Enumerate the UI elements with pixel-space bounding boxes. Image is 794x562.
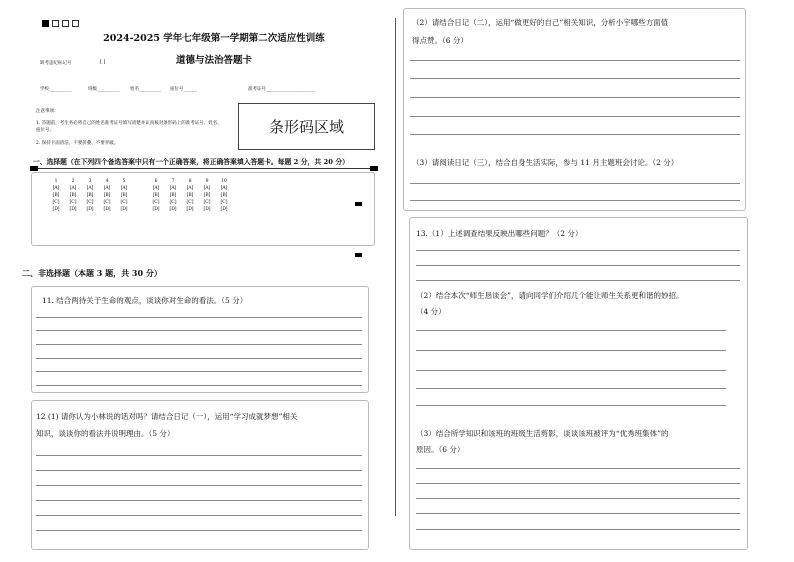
option-bubble[interactable]: [D] [120, 207, 128, 212]
option-bubble[interactable]: [D] [203, 207, 211, 212]
answer-line[interactable] [36, 344, 362, 345]
option-bubble[interactable]: [A] [86, 186, 94, 191]
mark-box [52, 20, 59, 27]
divider [38, 168, 371, 169]
choice-column [67, 178, 79, 213]
q12c-text: （3）请阅读日记（三），结合自身生活实际，参与 11 月主题班会讨论。（2 分） [412, 158, 679, 167]
answer-line[interactable] [36, 530, 362, 531]
answer-line[interactable] [36, 317, 362, 318]
option-bubble[interactable]: [D] [169, 207, 177, 212]
ticket-field[interactable]: 准考证号______________________ [248, 87, 316, 92]
option-bubble[interactable]: [B] [120, 193, 128, 198]
corner-marks [42, 12, 82, 31]
choice-column [167, 178, 179, 213]
question-number: 1 [54, 179, 58, 184]
answer-line[interactable] [410, 134, 740, 135]
question-number: 8 [188, 179, 192, 184]
question-number: 3 [88, 179, 92, 184]
q13-text3b: 原因。（6 分） [416, 445, 465, 454]
school-field[interactable]: 学校__________ [40, 87, 72, 92]
choice-column [184, 178, 196, 213]
answer-line[interactable] [416, 405, 726, 406]
option-bubble[interactable]: [A] [169, 186, 177, 191]
option-bubble[interactable]: [C] [169, 200, 177, 205]
answer-line[interactable] [416, 370, 726, 371]
question-number: 9 [205, 179, 209, 184]
option-bubble[interactable]: [B] [203, 193, 211, 198]
answer-line[interactable] [410, 116, 740, 117]
option-bubble[interactable]: [B] [52, 193, 60, 198]
q13-text1: 13.（1）上述调查结果反映出哪些问题？（2 分） [416, 229, 583, 238]
timing-mark [355, 253, 362, 257]
answer-line[interactable] [416, 330, 726, 331]
option-bubble[interactable]: [B] [169, 193, 177, 198]
option-bubble[interactable]: [C] [220, 200, 228, 205]
option-bubble[interactable]: [D] [103, 207, 111, 212]
answer-line[interactable] [416, 388, 726, 389]
option-bubble[interactable]: [A] [220, 186, 228, 191]
barcode-area [238, 103, 375, 150]
timing-mark [355, 202, 362, 206]
option-bubble[interactable]: [C] [120, 200, 128, 205]
answer-line[interactable] [36, 515, 362, 516]
answer-line[interactable] [416, 250, 740, 251]
q13-box [409, 217, 748, 550]
option-bubble[interactable]: [A] [186, 186, 194, 191]
question-number: 7 [171, 179, 175, 184]
section1-title: 一、选择题（在下列四个备选答案中只有一个正确答案，将正确答案填入答题卡。每题 2 分，共 20 分） [33, 158, 349, 166]
option-bubble[interactable]: [D] [52, 207, 60, 212]
answer-line[interactable] [410, 60, 740, 61]
q12b-text2: 得点赞。（6 分） [412, 36, 468, 45]
exam-code-label: 缺考违纪标记号 [40, 61, 72, 66]
option-bubble[interactable]: [C] [186, 200, 194, 205]
answer-line[interactable] [36, 500, 362, 501]
answer-line[interactable] [36, 470, 362, 471]
option-bubble[interactable]: [C] [69, 200, 77, 205]
choice-column [118, 178, 130, 213]
option-bubble[interactable]: [C] [52, 200, 60, 205]
option-bubble[interactable]: [D] [220, 207, 228, 212]
notes-item: 1. 答题前，考生务必将自己的姓名准考证号填写清楚并认真核对条形码上的准考证号、姓名、座位号。 [36, 121, 222, 133]
mark-box [62, 20, 69, 27]
option-bubble[interactable]: [C] [103, 200, 111, 205]
question-number: 6 [154, 179, 158, 184]
option-bubble[interactable]: [D] [152, 207, 160, 212]
option-bubble[interactable]: [B] [86, 193, 94, 198]
name-field[interactable]: 姓名__________ [130, 87, 162, 92]
page-title: 2024-2025 学年七年级第一学期第二次适应性训练 [103, 33, 325, 44]
choice-column [150, 178, 162, 213]
column-divider [395, 18, 396, 516]
option-bubble[interactable]: [A] [120, 186, 128, 191]
question-number: 10 [221, 179, 227, 184]
option-bubble[interactable]: [B] [186, 193, 194, 198]
question-number: 5 [122, 179, 126, 184]
answer-line[interactable] [36, 385, 362, 386]
timing-mark [370, 166, 378, 171]
option-bubble[interactable]: [C] [203, 200, 211, 205]
barcode-label: 条形码区域 [268, 118, 344, 136]
choice-column [218, 178, 230, 213]
section2-title: 二、非选择题（本题 3 题，共 30 分） [22, 268, 162, 278]
option-bubble[interactable]: [B] [69, 193, 77, 198]
answer-line[interactable] [36, 455, 362, 456]
choice-column [50, 178, 62, 213]
class-field[interactable]: 班级__________ [88, 87, 120, 92]
answer-line[interactable] [36, 358, 362, 359]
q12-text1: 12 (1) 请你认为小林说的话对吗？请结合日记（一），运用“学习成就梦想”相关 [36, 412, 298, 421]
answer-line[interactable] [416, 483, 740, 484]
option-bubble[interactable]: [A] [103, 186, 111, 191]
q11-text: 11. 结合两待关于生命的观点，谈谈你对生命的看法。（5 分） [42, 296, 248, 305]
answer-line[interactable] [416, 513, 740, 514]
answer-line[interactable] [416, 350, 726, 351]
option-bubble[interactable]: [A] [152, 186, 160, 191]
option-bubble[interactable]: [B] [152, 193, 160, 198]
option-bubble[interactable]: [C] [152, 200, 160, 205]
answer-line[interactable] [36, 485, 362, 486]
notes-title: 注意事项： [36, 109, 59, 114]
page-subtitle: 道德与法治答题卡 [175, 55, 252, 66]
answer-line[interactable] [36, 330, 362, 331]
notes-item: 2. 保持卡面清洁，不要折叠、不要弄破。 [36, 141, 119, 146]
notes [36, 108, 226, 146]
answer-line[interactable] [410, 200, 740, 201]
choice-column [84, 178, 96, 213]
option-bubble[interactable]: [B] [220, 193, 228, 198]
q13-text2a: （2）结合本次“师生恳谈会”，请向同学们介绍几个能让师生关系更和谐的妙招。 [416, 291, 684, 300]
question-number: 2 [71, 179, 75, 184]
exam-code-box[interactable]: [ ] [100, 59, 106, 65]
answer-line[interactable] [416, 498, 740, 499]
option-bubble[interactable]: [B] [103, 193, 111, 198]
answer-line[interactable] [416, 529, 740, 530]
answer-line[interactable] [416, 265, 740, 266]
option-bubble[interactable]: [A] [69, 186, 77, 191]
question-number: 4 [105, 179, 109, 184]
choice-column [101, 178, 113, 213]
q13-text3a: （3）结合所学知识和该班的班级生活剪影，谈谈该班被评为“优秀班集体”的 [416, 429, 669, 438]
answer-line[interactable] [410, 78, 740, 79]
q13-text2b: （4 分） [416, 307, 446, 316]
q12-text2: 知识，谈谈你的看法并说明理由。（5 分） [36, 429, 175, 438]
seat-field[interactable]: 座位号______ [170, 87, 197, 92]
answer-line[interactable] [410, 97, 740, 98]
q12b-text1: （2）请结合日记（二），运用“做更好的自己”相关知识，分析小宇哪些方面值 [412, 18, 669, 27]
option-bubble[interactable]: [D] [69, 207, 77, 212]
option-bubble[interactable]: [A] [52, 186, 60, 191]
option-bubble[interactable]: [A] [203, 186, 211, 191]
answer-line[interactable] [410, 183, 740, 184]
timing-mark [30, 166, 38, 171]
answer-line[interactable] [416, 280, 740, 281]
choice-column [201, 178, 213, 213]
answer-line[interactable] [416, 468, 740, 469]
option-bubble[interactable]: [C] [86, 200, 94, 205]
answer-line[interactable] [36, 371, 362, 372]
option-bubble[interactable]: [D] [186, 207, 194, 212]
mark-box [72, 20, 79, 27]
option-bubble[interactable]: [D] [86, 207, 94, 212]
q12-box [31, 400, 369, 550]
